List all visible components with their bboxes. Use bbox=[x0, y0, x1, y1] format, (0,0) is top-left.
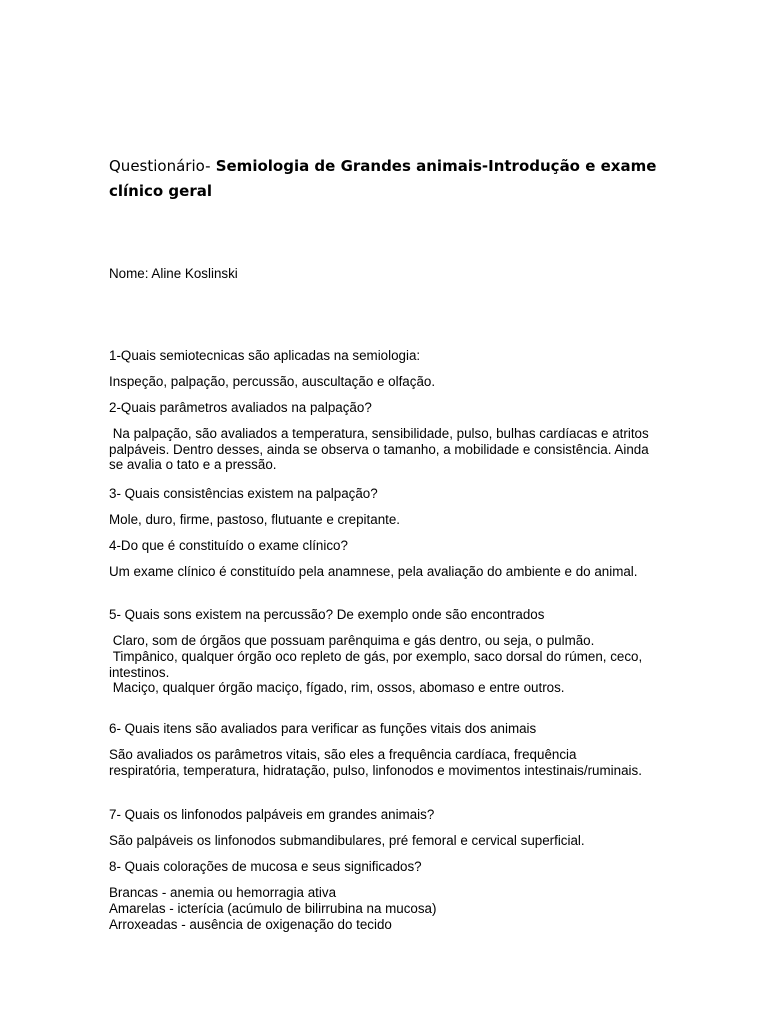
answer-5-line-1: Claro, som de órgãos que possuam parênquima e gás dentro, ou seja, o pulmão. bbox=[109, 633, 595, 648]
answer-8-line-3: Arroxeadas - ausência de oxigenação do tecido bbox=[109, 917, 392, 932]
question-5: 5- Quais sons existem na percussão? De exemplo onde são encontrados bbox=[109, 607, 545, 622]
page-title bbox=[109, 154, 669, 204]
student-name: Nome: Aline Koslinski bbox=[109, 266, 238, 281]
answer-8-line-2: Amarelas - icterícia (acúmulo de bilirrubina na mucosa) bbox=[109, 901, 437, 916]
answer-3: Mole, duro, firme, pastoso, flutuante e crepitante. bbox=[109, 512, 401, 527]
answer-5-line-3: Maciço, qualquer órgão maciço, fígado, rim, ossos, abomaso e entre outros. bbox=[109, 680, 565, 695]
question-8: 8- Quais colorações de mucosa e seus significados? bbox=[109, 859, 422, 874]
question-3: 3- Quais consistências existem na palpação? bbox=[109, 486, 378, 501]
answer-2: Na palpação, são avaliados a temperatura, sensibilidade, pulso, bulhas cardíacas e atritos palpáveis. Dentro desses, ainda se observa o tamanho, a mobilidade e consistência. Ainda se avalia o tato e a pressão. bbox=[109, 426, 653, 472]
title-rest: Semiologia de Grandes animais-Introdução e exame clínico geral bbox=[109, 157, 657, 200]
answer-7: São palpáveis os linfonodos submandibulares, pré femoral e cervical superficial. bbox=[109, 833, 585, 848]
question-7: 7- Quais os linfonodos palpáveis em grandes animais? bbox=[109, 807, 435, 822]
answer-4: Um exame clínico é constituído pela anamnese, pela avaliação do ambiente e do animal. bbox=[109, 564, 638, 579]
question-6: 6- Quais itens são avaliados para verificar as funções vitais dos animais bbox=[109, 721, 537, 736]
question-1: 1-Quais semiotecnicas são aplicadas na semiologia: bbox=[109, 348, 421, 363]
question-2: 2-Quais parâmetros avaliados na palpação? bbox=[109, 400, 372, 415]
answer-5-line-2: Timpânico, qualquer órgão oco repleto de gás, por exemplo, saco dorsal do rúmen, ceco, intestinos. bbox=[109, 649, 646, 680]
title-lead: Questionário- bbox=[109, 157, 211, 175]
question-4: 4-Do que é constituído o exame clínico? bbox=[109, 538, 348, 553]
answer-8-line-1: Brancas - anemia ou hemorragia ativa bbox=[109, 885, 337, 900]
answer-6: São avaliados os parâmetros vitais, são eles a frequência cardíaca, frequência respiratória, temperatura, hidratação, pulso, linfonodos e movimentos intestinais/ruminais. bbox=[109, 747, 642, 778]
answer-1: Inspeção, palpação, percussão, auscultação e olfação. bbox=[109, 374, 436, 389]
